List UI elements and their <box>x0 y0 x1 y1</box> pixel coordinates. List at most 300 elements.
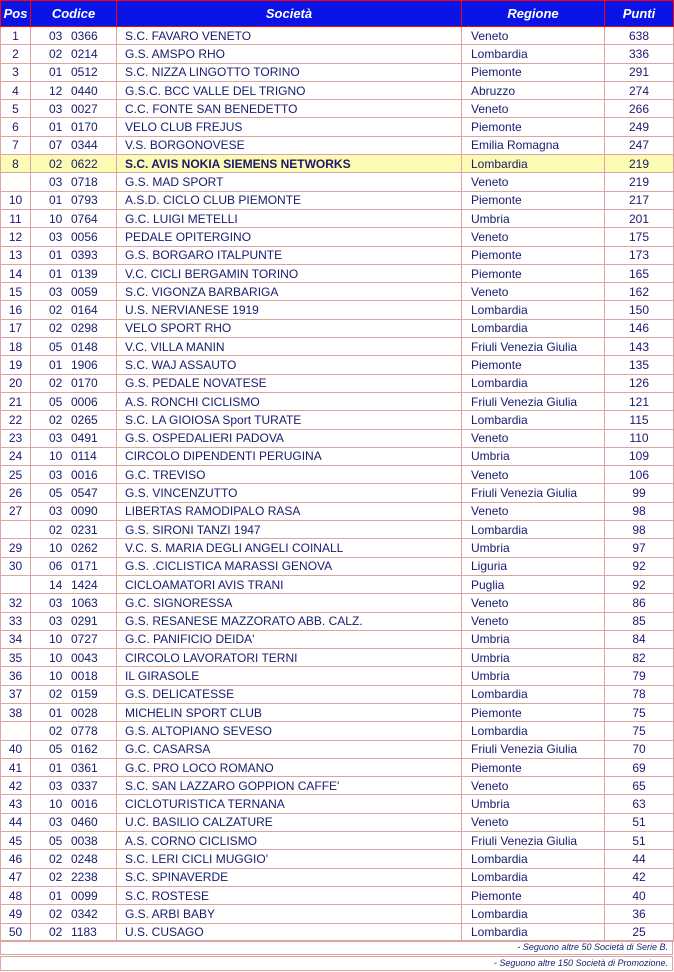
codice-club-code: 0512 <box>71 65 98 80</box>
cell-societa: V.C. S. MARIA DEGLI ANGELI COINALL <box>117 539 462 557</box>
cell-punti: 85 <box>605 612 674 630</box>
table-row <box>1 155 674 173</box>
codice-region-code: 10 <box>49 797 63 812</box>
cell-codice <box>31 392 117 410</box>
cell-regione: Veneto <box>462 594 605 612</box>
table-row <box>1 319 674 337</box>
cell-codice <box>31 795 117 813</box>
cell-societa: A.S. RONCHI CICLISMO <box>117 392 462 410</box>
cell-societa: S.C. FAVARO VENETO <box>117 27 462 45</box>
cell-societa: G.C. PRO LOCO ROMANO <box>117 758 462 776</box>
footnote-promozione: - Seguono altre 150 Società di Promozione. <box>493 958 668 968</box>
table-row <box>1 740 674 758</box>
cell-punti: 173 <box>605 246 674 264</box>
cell-societa: MICHELIN SPORT CLUB <box>117 703 462 721</box>
codice-region-code: 03 <box>49 284 63 299</box>
cell-punti: 78 <box>605 685 674 703</box>
cell-punti: 162 <box>605 283 674 301</box>
codice-club-code: 0162 <box>71 742 98 757</box>
cell-societa: G.S. SIRONI TANZI 1947 <box>117 521 462 539</box>
cell-codice <box>31 539 117 557</box>
cell-codice <box>31 100 117 118</box>
cell-pos: 22 <box>1 411 31 429</box>
cell-punti: 126 <box>605 374 674 392</box>
cell-societa: V.C. VILLA MANIN <box>117 338 462 356</box>
cell-regione: Puglia <box>462 575 605 593</box>
codice-region-code: 02 <box>49 46 63 61</box>
cell-regione: Friuli Venezia Giulia <box>462 740 605 758</box>
cell-punti: 75 <box>605 703 674 721</box>
table-row <box>1 777 674 795</box>
codice-region-code: 01 <box>49 65 63 80</box>
table-row <box>1 612 674 630</box>
table-row <box>1 703 674 721</box>
cell-punti: 75 <box>605 722 674 740</box>
table-row <box>1 45 674 63</box>
codice-region-code: 01 <box>49 357 63 372</box>
cell-societa: S.C. NIZZA LINGOTTO TORINO <box>117 63 462 81</box>
cell-pos <box>1 173 31 191</box>
table-row <box>1 813 674 831</box>
cell-pos: 29 <box>1 539 31 557</box>
table-row <box>1 63 674 81</box>
cell-punti: 115 <box>605 411 674 429</box>
cell-regione: Lombardia <box>462 374 605 392</box>
header-codice: Codice <box>31 1 117 27</box>
codice-region-code: 02 <box>49 852 63 866</box>
cell-regione: Lombardia <box>462 521 605 539</box>
codice-region-code: 05 <box>49 742 63 757</box>
cell-societa: G.S. OSPEDALIERI PADOVA <box>117 429 462 447</box>
cell-punti: 219 <box>605 155 674 173</box>
cell-regione: Umbria <box>462 209 605 227</box>
codice-club-code: 0491 <box>71 431 98 446</box>
cell-punti: 42 <box>605 868 674 886</box>
cell-regione: Lombardia <box>462 45 605 63</box>
cell-pos: 23 <box>1 429 31 447</box>
cell-regione: Lombardia <box>462 155 605 173</box>
cell-codice <box>31 118 117 136</box>
cell-pos: 16 <box>1 301 31 319</box>
codice-club-code: 0291 <box>71 614 98 629</box>
codice-club-code: 0361 <box>71 760 98 775</box>
table-row <box>1 27 674 45</box>
cell-regione: Piemonte <box>462 63 605 81</box>
cell-societa: U.C. BASILIO CALZATURE <box>117 813 462 831</box>
codice-region-code: 01 <box>49 266 63 281</box>
cell-punti: 36 <box>605 905 674 923</box>
cell-codice <box>31 923 117 941</box>
cell-regione: Piemonte <box>462 886 605 904</box>
cell-codice <box>31 722 117 740</box>
table-row <box>1 447 674 465</box>
codice-region-code: 02 <box>49 870 63 885</box>
cell-pos: 40 <box>1 740 31 758</box>
cell-punti: 109 <box>605 447 674 465</box>
codice-club-code: 0718 <box>71 175 98 190</box>
table-row <box>1 264 674 282</box>
cell-codice <box>31 685 117 703</box>
codice-club-code: 0344 <box>71 138 98 153</box>
cell-pos <box>1 722 31 740</box>
codice-club-code: 0793 <box>71 193 98 208</box>
cell-pos: 8 <box>1 155 31 173</box>
cell-punti: 82 <box>605 649 674 667</box>
cell-societa: G.C. CASARSA <box>117 740 462 758</box>
cell-punti: 249 <box>605 118 674 136</box>
cell-punti: 150 <box>605 301 674 319</box>
table-row <box>1 246 674 264</box>
table-row <box>1 722 674 740</box>
cell-codice <box>31 703 117 721</box>
cell-societa: G.S. MAD SPORT <box>117 173 462 191</box>
table-row <box>1 886 674 904</box>
cell-codice <box>31 740 117 758</box>
codice-club-code: 0114 <box>71 449 97 464</box>
cell-pos: 24 <box>1 447 31 465</box>
codice-club-code: 0262 <box>71 540 98 555</box>
cell-societa: CIRCOLO DIPENDENTI PERUGINA <box>117 447 462 465</box>
codice-club-code: 0342 <box>71 906 98 921</box>
cell-punti: 98 <box>605 502 674 520</box>
codice-region-code: 03 <box>49 101 63 116</box>
cell-pos: 48 <box>1 886 31 904</box>
cell-pos: 44 <box>1 813 31 831</box>
codice-region-code: 03 <box>49 467 63 482</box>
cell-societa: VELO SPORT RHO <box>117 319 462 337</box>
table-row <box>1 667 674 685</box>
table-row <box>1 209 674 227</box>
cell-codice <box>31 63 117 81</box>
cell-regione: Piemonte <box>462 703 605 721</box>
cell-regione: Umbria <box>462 447 605 465</box>
cell-regione: Umbria <box>462 795 605 813</box>
codice-region-code: 10 <box>49 669 63 684</box>
table-row <box>1 228 674 246</box>
codice-club-code: 0622 <box>71 156 98 171</box>
codice-region-code: 10 <box>49 540 63 555</box>
cell-codice <box>31 27 117 45</box>
cell-codice <box>31 283 117 301</box>
codice-club-code: 0171 <box>71 559 98 574</box>
table-row <box>1 136 674 154</box>
table-row <box>1 649 674 667</box>
cell-societa: G.C. TREVISO <box>117 466 462 484</box>
codice-club-code: 0090 <box>71 504 98 519</box>
table-row <box>1 429 674 447</box>
cell-punti: 110 <box>605 429 674 447</box>
cell-pos: 19 <box>1 356 31 374</box>
cell-punti: 291 <box>605 63 674 81</box>
header-regione: Regione <box>462 1 605 27</box>
cell-codice <box>31 209 117 227</box>
table-row <box>1 575 674 593</box>
codice-club-code: 0298 <box>71 321 98 336</box>
table-row <box>1 411 674 429</box>
codice-region-code: 02 <box>49 925 63 940</box>
cell-regione: Lombardia <box>462 685 605 703</box>
cell-codice <box>31 45 117 63</box>
cell-pos: 12 <box>1 228 31 246</box>
codice-club-code: 0231 <box>71 522 98 537</box>
cell-codice <box>31 466 117 484</box>
cell-codice <box>31 374 117 392</box>
cell-codice <box>31 630 117 648</box>
cell-pos: 32 <box>1 594 31 612</box>
cell-pos: 17 <box>1 319 31 337</box>
cell-pos: 21 <box>1 392 31 410</box>
cell-societa: S.C. SPINAVERDE <box>117 868 462 886</box>
cell-regione: Veneto <box>462 173 605 191</box>
cell-punti: 219 <box>605 173 674 191</box>
cell-societa: U.S. NERVIANESE 1919 <box>117 301 462 319</box>
cell-pos: 25 <box>1 466 31 484</box>
cell-regione: Piemonte <box>462 356 605 374</box>
table-row <box>1 356 674 374</box>
codice-region-code: 10 <box>49 650 63 665</box>
cell-regione: Veneto <box>462 813 605 831</box>
cell-punti: 25 <box>605 923 674 941</box>
codice-club-code: 1063 <box>71 595 98 610</box>
codice-region-code: 02 <box>49 321 63 336</box>
table-row <box>1 630 674 648</box>
cell-societa: A.S.D. CICLO CLUB PIEMONTE <box>117 191 462 209</box>
cell-codice <box>31 813 117 831</box>
cell-regione: Veneto <box>462 502 605 520</box>
cell-codice <box>31 155 117 173</box>
codice-club-code: 0016 <box>71 797 98 812</box>
cell-codice <box>31 886 117 904</box>
cell-regione: Piemonte <box>462 758 605 776</box>
cell-punti: 121 <box>605 392 674 410</box>
codice-club-code: 0248 <box>71 852 98 866</box>
cell-societa: G.S. RESANESE MAZZORATO ABB. CALZ. <box>117 612 462 630</box>
codice-region-code: 01 <box>49 193 63 208</box>
header-pos: Pos <box>1 1 31 27</box>
cell-punti: 217 <box>605 191 674 209</box>
cell-punti: 70 <box>605 740 674 758</box>
cell-societa: G.S. ARBI BABY <box>117 905 462 923</box>
cell-codice <box>31 868 117 886</box>
cell-codice <box>31 777 117 795</box>
cell-pos: 13 <box>1 246 31 264</box>
cell-pos: 47 <box>1 868 31 886</box>
cell-societa: S.C. ROSTESE <box>117 886 462 904</box>
cell-pos: 45 <box>1 832 31 850</box>
cell-pos: 3 <box>1 63 31 81</box>
codice-club-code: 0778 <box>71 723 98 738</box>
cell-codice <box>31 246 117 264</box>
cell-societa: A.S. CORNO CICLISMO <box>117 832 462 850</box>
cell-regione: Piemonte <box>462 264 605 282</box>
cell-pos: 10 <box>1 191 31 209</box>
codice-region-code: 10 <box>49 632 63 647</box>
codice-region-code: 02 <box>49 303 63 318</box>
codice-region-code: 03 <box>49 778 63 793</box>
cell-societa: C.C. FONTE SAN BENEDETTO <box>117 100 462 118</box>
codice-club-code: 0764 <box>71 211 98 226</box>
cell-societa: CIRCOLO LAVORATORI TERNI <box>117 649 462 667</box>
cell-codice <box>31 649 117 667</box>
codice-club-code: 0170 <box>71 120 98 135</box>
codice-club-code: 0016 <box>71 467 98 482</box>
codice-region-code: 02 <box>49 687 63 702</box>
codice-club-code: 0056 <box>71 229 98 244</box>
cell-regione: Emilia Romagna <box>462 136 605 154</box>
cell-punti: 69 <box>605 758 674 776</box>
codice-club-code: 0027 <box>71 101 98 116</box>
codice-region-code: 05 <box>49 394 63 409</box>
codice-region-code: 03 <box>49 28 63 43</box>
cell-pos: 7 <box>1 136 31 154</box>
cell-codice <box>31 319 117 337</box>
codice-region-code: 02 <box>49 376 63 391</box>
cell-punti: 97 <box>605 539 674 557</box>
cell-regione: Friuli Venezia Giulia <box>462 484 605 502</box>
codice-club-code: 0006 <box>71 394 98 409</box>
cell-punti: 266 <box>605 100 674 118</box>
codice-club-code: 2238 <box>71 870 98 885</box>
cell-societa: S.C. WAJ ASSAUTO <box>117 356 462 374</box>
cell-pos: 20 <box>1 374 31 392</box>
table-row <box>1 594 674 612</box>
codice-club-code: 0159 <box>71 687 98 702</box>
footnote-serie-b: - Seguono altre 50 Società di Serie B. <box>517 942 668 952</box>
table-row <box>1 466 674 484</box>
table-body <box>1 27 674 942</box>
cell-codice <box>31 484 117 502</box>
codice-region-code: 01 <box>49 705 63 720</box>
table-row <box>1 868 674 886</box>
table-row <box>1 758 674 776</box>
table-row <box>1 301 674 319</box>
cell-regione: Piemonte <box>462 118 605 136</box>
table-header-row <box>1 1 674 27</box>
table-row <box>1 539 674 557</box>
table-row <box>1 392 674 410</box>
cell-codice <box>31 557 117 575</box>
cell-pos: 43 <box>1 795 31 813</box>
cell-regione: Veneto <box>462 429 605 447</box>
table-row <box>1 81 674 99</box>
table-row <box>1 484 674 502</box>
footnote-box-1 <box>0 940 673 955</box>
cell-punti: 86 <box>605 594 674 612</box>
cell-codice <box>31 228 117 246</box>
cell-pos: 4 <box>1 81 31 99</box>
cell-punti: 44 <box>605 850 674 868</box>
cell-regione: Lombardia <box>462 868 605 886</box>
codice-club-code: 0727 <box>71 632 98 647</box>
cell-societa: PEDALE OPITERGINO <box>117 228 462 246</box>
codice-region-code: 01 <box>49 888 63 903</box>
cell-codice <box>31 411 117 429</box>
cell-codice <box>31 758 117 776</box>
cell-pos: 5 <box>1 100 31 118</box>
cell-codice <box>31 905 117 923</box>
cell-codice <box>31 429 117 447</box>
table-row <box>1 521 674 539</box>
cell-codice <box>31 594 117 612</box>
cell-pos: 2 <box>1 45 31 63</box>
cell-societa: G.S. DELICATESSE <box>117 685 462 703</box>
cell-punti: 92 <box>605 557 674 575</box>
cell-pos: 15 <box>1 283 31 301</box>
codice-region-code: 01 <box>49 248 63 263</box>
cell-pos: 34 <box>1 630 31 648</box>
cell-regione: Lombardia <box>462 319 605 337</box>
header-punti: Punti <box>605 1 674 27</box>
cell-pos: 38 <box>1 703 31 721</box>
cell-pos: 33 <box>1 612 31 630</box>
cell-societa: S.C. LERI CICLI MUGGIO' <box>117 850 462 868</box>
codice-club-code: 0440 <box>71 83 98 98</box>
cell-punti: 143 <box>605 338 674 356</box>
cell-codice <box>31 356 117 374</box>
table-row <box>1 685 674 703</box>
cell-punti: 51 <box>605 813 674 831</box>
codice-region-code: 05 <box>49 833 63 848</box>
codice-club-code: 0099 <box>71 888 98 903</box>
cell-punti: 106 <box>605 466 674 484</box>
cell-societa: S.C. AVIS NOKIA SIEMENS NETWORKS <box>117 155 462 173</box>
cell-codice <box>31 521 117 539</box>
cell-regione: Veneto <box>462 777 605 795</box>
cell-societa: G.S. PEDALE NOVATESE <box>117 374 462 392</box>
cell-pos: 27 <box>1 502 31 520</box>
cell-punti: 51 <box>605 832 674 850</box>
cell-punti: 336 <box>605 45 674 63</box>
codice-region-code: 10 <box>49 211 63 226</box>
codice-region-code: 03 <box>49 175 63 190</box>
cell-pos: 1 <box>1 27 31 45</box>
cell-societa: CICLOTURISTICA TERNANA <box>117 795 462 813</box>
cell-codice <box>31 502 117 520</box>
cell-regione: Umbria <box>462 539 605 557</box>
cell-codice <box>31 850 117 868</box>
table-row <box>1 905 674 923</box>
cell-regione: Veneto <box>462 612 605 630</box>
cell-punti: 165 <box>605 264 674 282</box>
cell-regione: Lombardia <box>462 411 605 429</box>
codice-club-code: 0028 <box>71 705 98 720</box>
cell-pos: 42 <box>1 777 31 795</box>
cell-societa: G.C. PANIFICIO DEIDA' <box>117 630 462 648</box>
table-row <box>1 283 674 301</box>
codice-club-code: 0059 <box>71 284 98 299</box>
cell-codice <box>31 301 117 319</box>
codice-club-code: 0460 <box>71 815 98 830</box>
cell-codice <box>31 173 117 191</box>
cell-societa: VELO CLUB FREJUS <box>117 118 462 136</box>
cell-punti: 135 <box>605 356 674 374</box>
cell-pos: 6 <box>1 118 31 136</box>
table-row <box>1 850 674 868</box>
cell-pos: 41 <box>1 758 31 776</box>
codice-region-code: 02 <box>49 522 63 537</box>
cell-societa: G.S.C. BCC VALLE DEL TRIGNO <box>117 81 462 99</box>
cell-regione: Lombardia <box>462 923 605 941</box>
cell-pos <box>1 575 31 593</box>
table-row <box>1 100 674 118</box>
cell-punti: 98 <box>605 521 674 539</box>
cell-societa: LIBERTAS RAMODIPALO RASA <box>117 502 462 520</box>
table-row <box>1 191 674 209</box>
cell-societa: G.S. VINCENZUTTO <box>117 484 462 502</box>
cell-codice <box>31 338 117 356</box>
codice-club-code: 1424 <box>71 577 98 592</box>
cell-regione: Piemonte <box>462 246 605 264</box>
